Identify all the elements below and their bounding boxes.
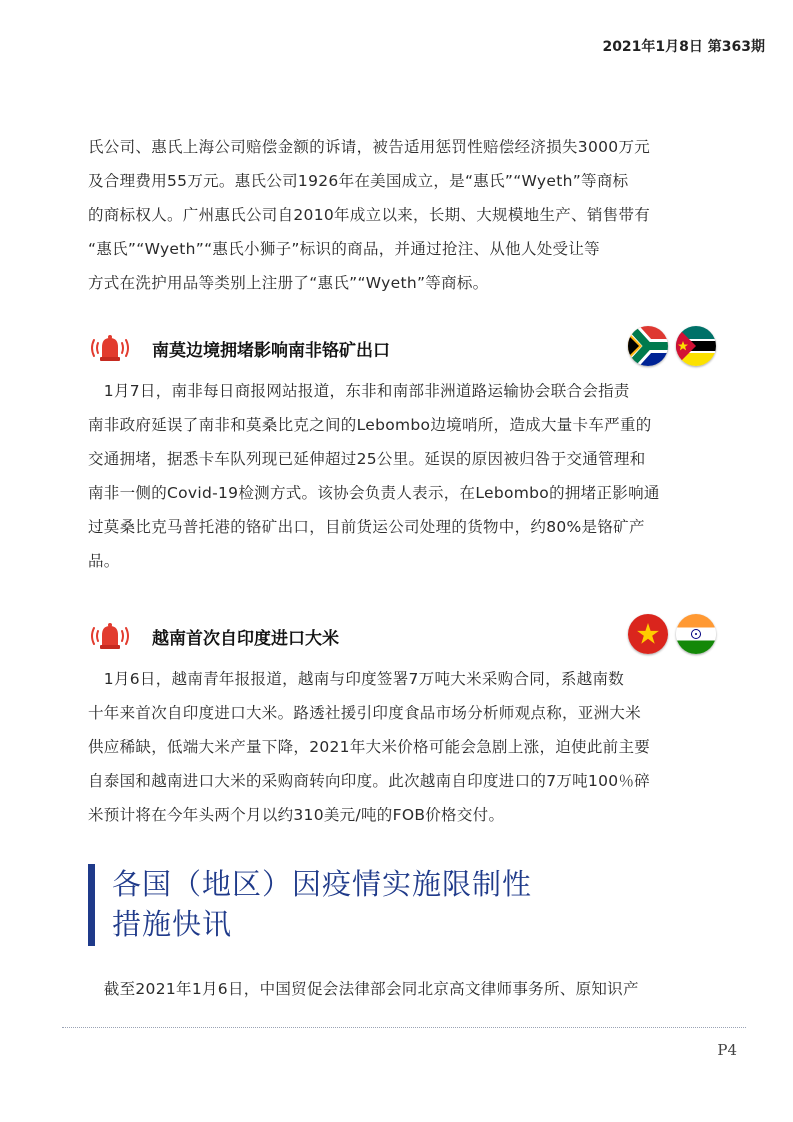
issue-date: 2021年1月8日 第363期	[602, 39, 765, 55]
section-title-line: 措施快讯	[112, 907, 233, 941]
footer-divider	[62, 1027, 746, 1028]
paragraph-line: 1月6日，越南青年报报道，越南与印度签署7万吨大米采购合同，系越南数	[88, 670, 625, 688]
paragraph-line: 截至2021年1月6日，中国贸促会法律部会同北京高文律师事务所、原知识产	[88, 980, 639, 998]
closing-paragraph	[88, 972, 724, 1006]
news-paragraph-1	[88, 374, 724, 578]
india-flag-icon	[676, 614, 716, 654]
news-heading-2	[88, 614, 728, 658]
paragraph-line: 南非政府延误了南非和莫桑比克之间的Lebombo边境哨所，造成大量卡车严重的	[88, 416, 652, 434]
section-accent-bar	[88, 864, 95, 946]
paragraph-line: 南非一侧的Covid-19检测方式。该协会负责人表示，在Lebombo的拥堵正影响通	[88, 484, 660, 502]
paragraph-line: 及合理费用55万元。惠氏公司1926年在美国成立，是“惠氏”“Wyeth”等商标	[88, 172, 629, 190]
paragraph-line: 自泰国和越南进口大米的采购商转向印度。此次越南自印度进口的7万吨100％碎	[88, 772, 651, 790]
paragraph-line: 1月7日，南非每日商报网站报道，东非和南部非洲道路运输协会联合会指责	[88, 382, 630, 400]
news-title: 南莫边境拥堵影响南非铬矿出口	[152, 341, 390, 361]
news-paragraph-2	[88, 662, 724, 832]
paragraph-line: 供应稀缺，低端大米产量下降，2021年大米价格可能会急剧上涨，迫使此前主要	[88, 738, 651, 756]
paragraph-line: 的商标权人。广州惠氏公司自2010年成立以来，长期、大规模地生产、销售带有	[88, 206, 651, 224]
vietnam-flag-icon	[628, 614, 668, 654]
paragraph-line: 十年来首次自印度进口大米。路透社援引印度食品市场分析师观点称，亚洲大米	[88, 704, 642, 722]
paragraph-line: 氏公司、惠氏上海公司赔偿金额的诉请，被告适用惩罚性赔偿经济损失3000万元	[88, 138, 651, 156]
page-number: P4	[717, 1041, 737, 1059]
mozambique-flag-icon	[676, 326, 716, 366]
paragraph-line: 米预计将在今年头两个月以约310美元/吨的FOB价格交付。	[88, 806, 505, 824]
section-title	[112, 864, 532, 944]
section-title-line: 各国（地区）因疫情实施限制性	[112, 867, 533, 901]
paragraph-line: 过莫桑比克马普托港的铬矿出口，目前货运公司处理的货物中，约80%是铬矿产	[88, 518, 645, 536]
paragraph-line: “惠氏”“Wyeth”“惠氏小狮子”标识的商品，并通过抢注、从他人处受让等	[88, 240, 600, 258]
alarm-bell-icon	[88, 332, 132, 364]
alarm-bell-icon	[88, 620, 132, 652]
paragraph-line: 品。	[88, 552, 120, 570]
paragraph-line: 交通拥堵，据悉卡车队列现已延伸超过25公里。延误的原因被归咎于交通管理和	[88, 450, 646, 468]
news-title: 越南首次自印度进口大米	[152, 629, 339, 649]
paragraph-line: 方式在洗护用品等类别上注册了“惠氏”“Wyeth”等商标。	[88, 274, 489, 292]
news-heading-1	[88, 326, 728, 370]
south-africa-flag-icon	[628, 326, 668, 366]
intro-paragraph	[88, 130, 724, 300]
